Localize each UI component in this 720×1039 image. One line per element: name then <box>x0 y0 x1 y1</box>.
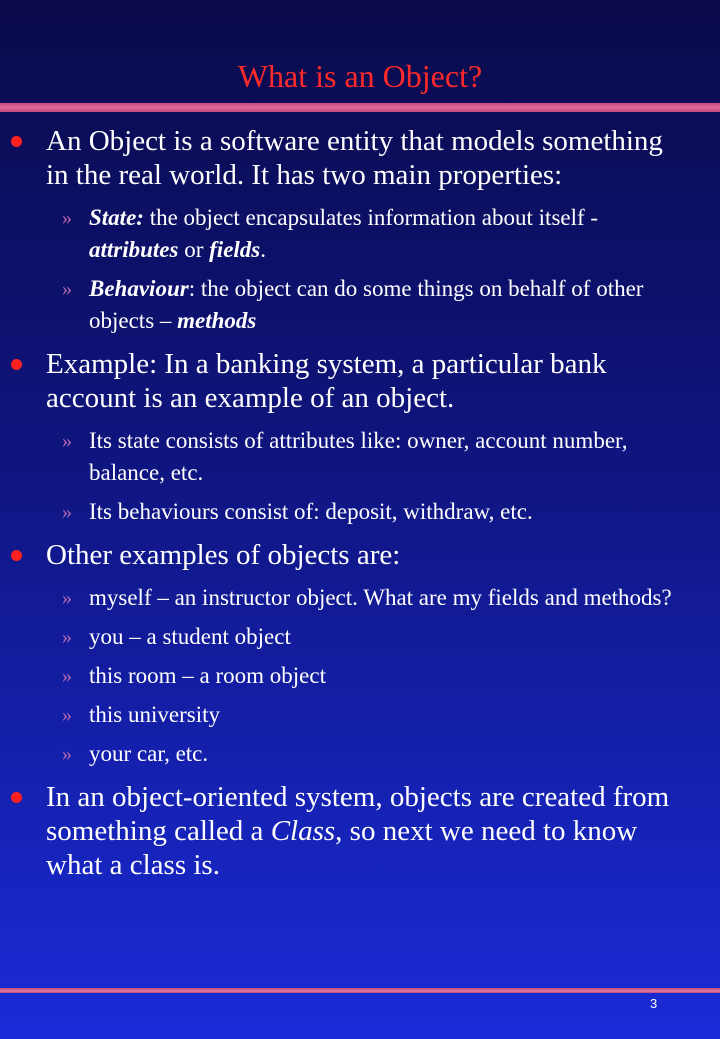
sub-bullet-text: this room – a room object <box>89 663 326 688</box>
sub-bullet-car <box>0 738 720 770</box>
sub-bullet-marker-icon: » <box>62 743 72 765</box>
methods-term: methods <box>177 308 257 333</box>
bullet-text-after: , so next we need to know what a class is. <box>46 815 638 881</box>
class-term: Class <box>270 815 336 847</box>
sub-bullet-marker-icon: » <box>62 501 72 523</box>
sub-bullet-marker-icon: » <box>62 704 72 726</box>
footer-divider <box>0 988 720 993</box>
or-text: or <box>178 237 210 262</box>
sub-bullet-marker-icon: » <box>62 587 72 609</box>
bullet-other-examples <box>0 538 720 572</box>
sub-bullet-text: Its behaviours consist of: deposit, withdraw, etc. <box>89 499 533 524</box>
slide-title: What is an Object? <box>237 58 483 94</box>
sub-bullet-myself <box>0 582 720 614</box>
title-divider <box>0 103 720 112</box>
bullet-class-intro <box>0 780 720 882</box>
sub-bullet-marker-icon: » <box>62 207 72 229</box>
page-number: 3 <box>650 996 658 1011</box>
sub-bullet-state <box>0 202 720 266</box>
sub-bullet-marker-icon: » <box>62 626 72 648</box>
fields-term: fields <box>209 237 261 262</box>
sub-bullet-room <box>0 660 720 692</box>
sub-bullet-text: you – a student object <box>89 624 291 649</box>
sub-bullet-marker-icon: » <box>62 430 72 452</box>
slide-content <box>0 124 720 892</box>
period-text: . <box>260 237 266 262</box>
sub-bullet-text: your car, etc. <box>89 741 209 766</box>
sub-bullet-behaviour-example <box>0 496 720 528</box>
sub-bullet-state-example <box>0 425 720 489</box>
sub-bullet-you <box>0 621 720 653</box>
bullet-dot-icon <box>11 136 22 147</box>
bullet-text: An Object is a software entity that models something in the real world. It has two main properties: <box>46 125 663 191</box>
bullet-text-before: In an object-oriented system, objects are created from something called a <box>46 781 670 847</box>
sub-bullet-marker-icon: » <box>62 278 72 300</box>
sub-bullet-marker-icon: » <box>62 665 72 687</box>
bullet-dot-icon <box>11 550 22 561</box>
state-term: State: <box>89 205 144 230</box>
bullet-banking-example <box>0 347 720 415</box>
bullet-text: Example: In a banking system, a particular bank account is an example of an object. <box>46 348 607 414</box>
attributes-term: attributes <box>89 237 179 262</box>
bullet-text: Other examples of objects are: <box>46 539 401 571</box>
state-text: the object encapsulates information about itself - <box>143 205 599 230</box>
bullet-dot-icon <box>11 792 22 803</box>
behaviour-text: : the object can do some things on behalf of other objects – <box>89 276 644 333</box>
sub-bullet-behaviour <box>0 273 720 337</box>
sub-bullet-text: Its state consists of attributes like: owner, account number, balance, etc. <box>89 428 628 485</box>
bullet-object-definition <box>0 124 720 192</box>
sub-bullet-university <box>0 699 720 731</box>
behaviour-term: Behaviour <box>89 276 189 301</box>
sub-bullet-text: myself – an instructor object. What are my fields and methods? <box>89 585 672 610</box>
bullet-dot-icon <box>11 359 22 370</box>
sub-bullet-text: this university <box>89 702 220 727</box>
